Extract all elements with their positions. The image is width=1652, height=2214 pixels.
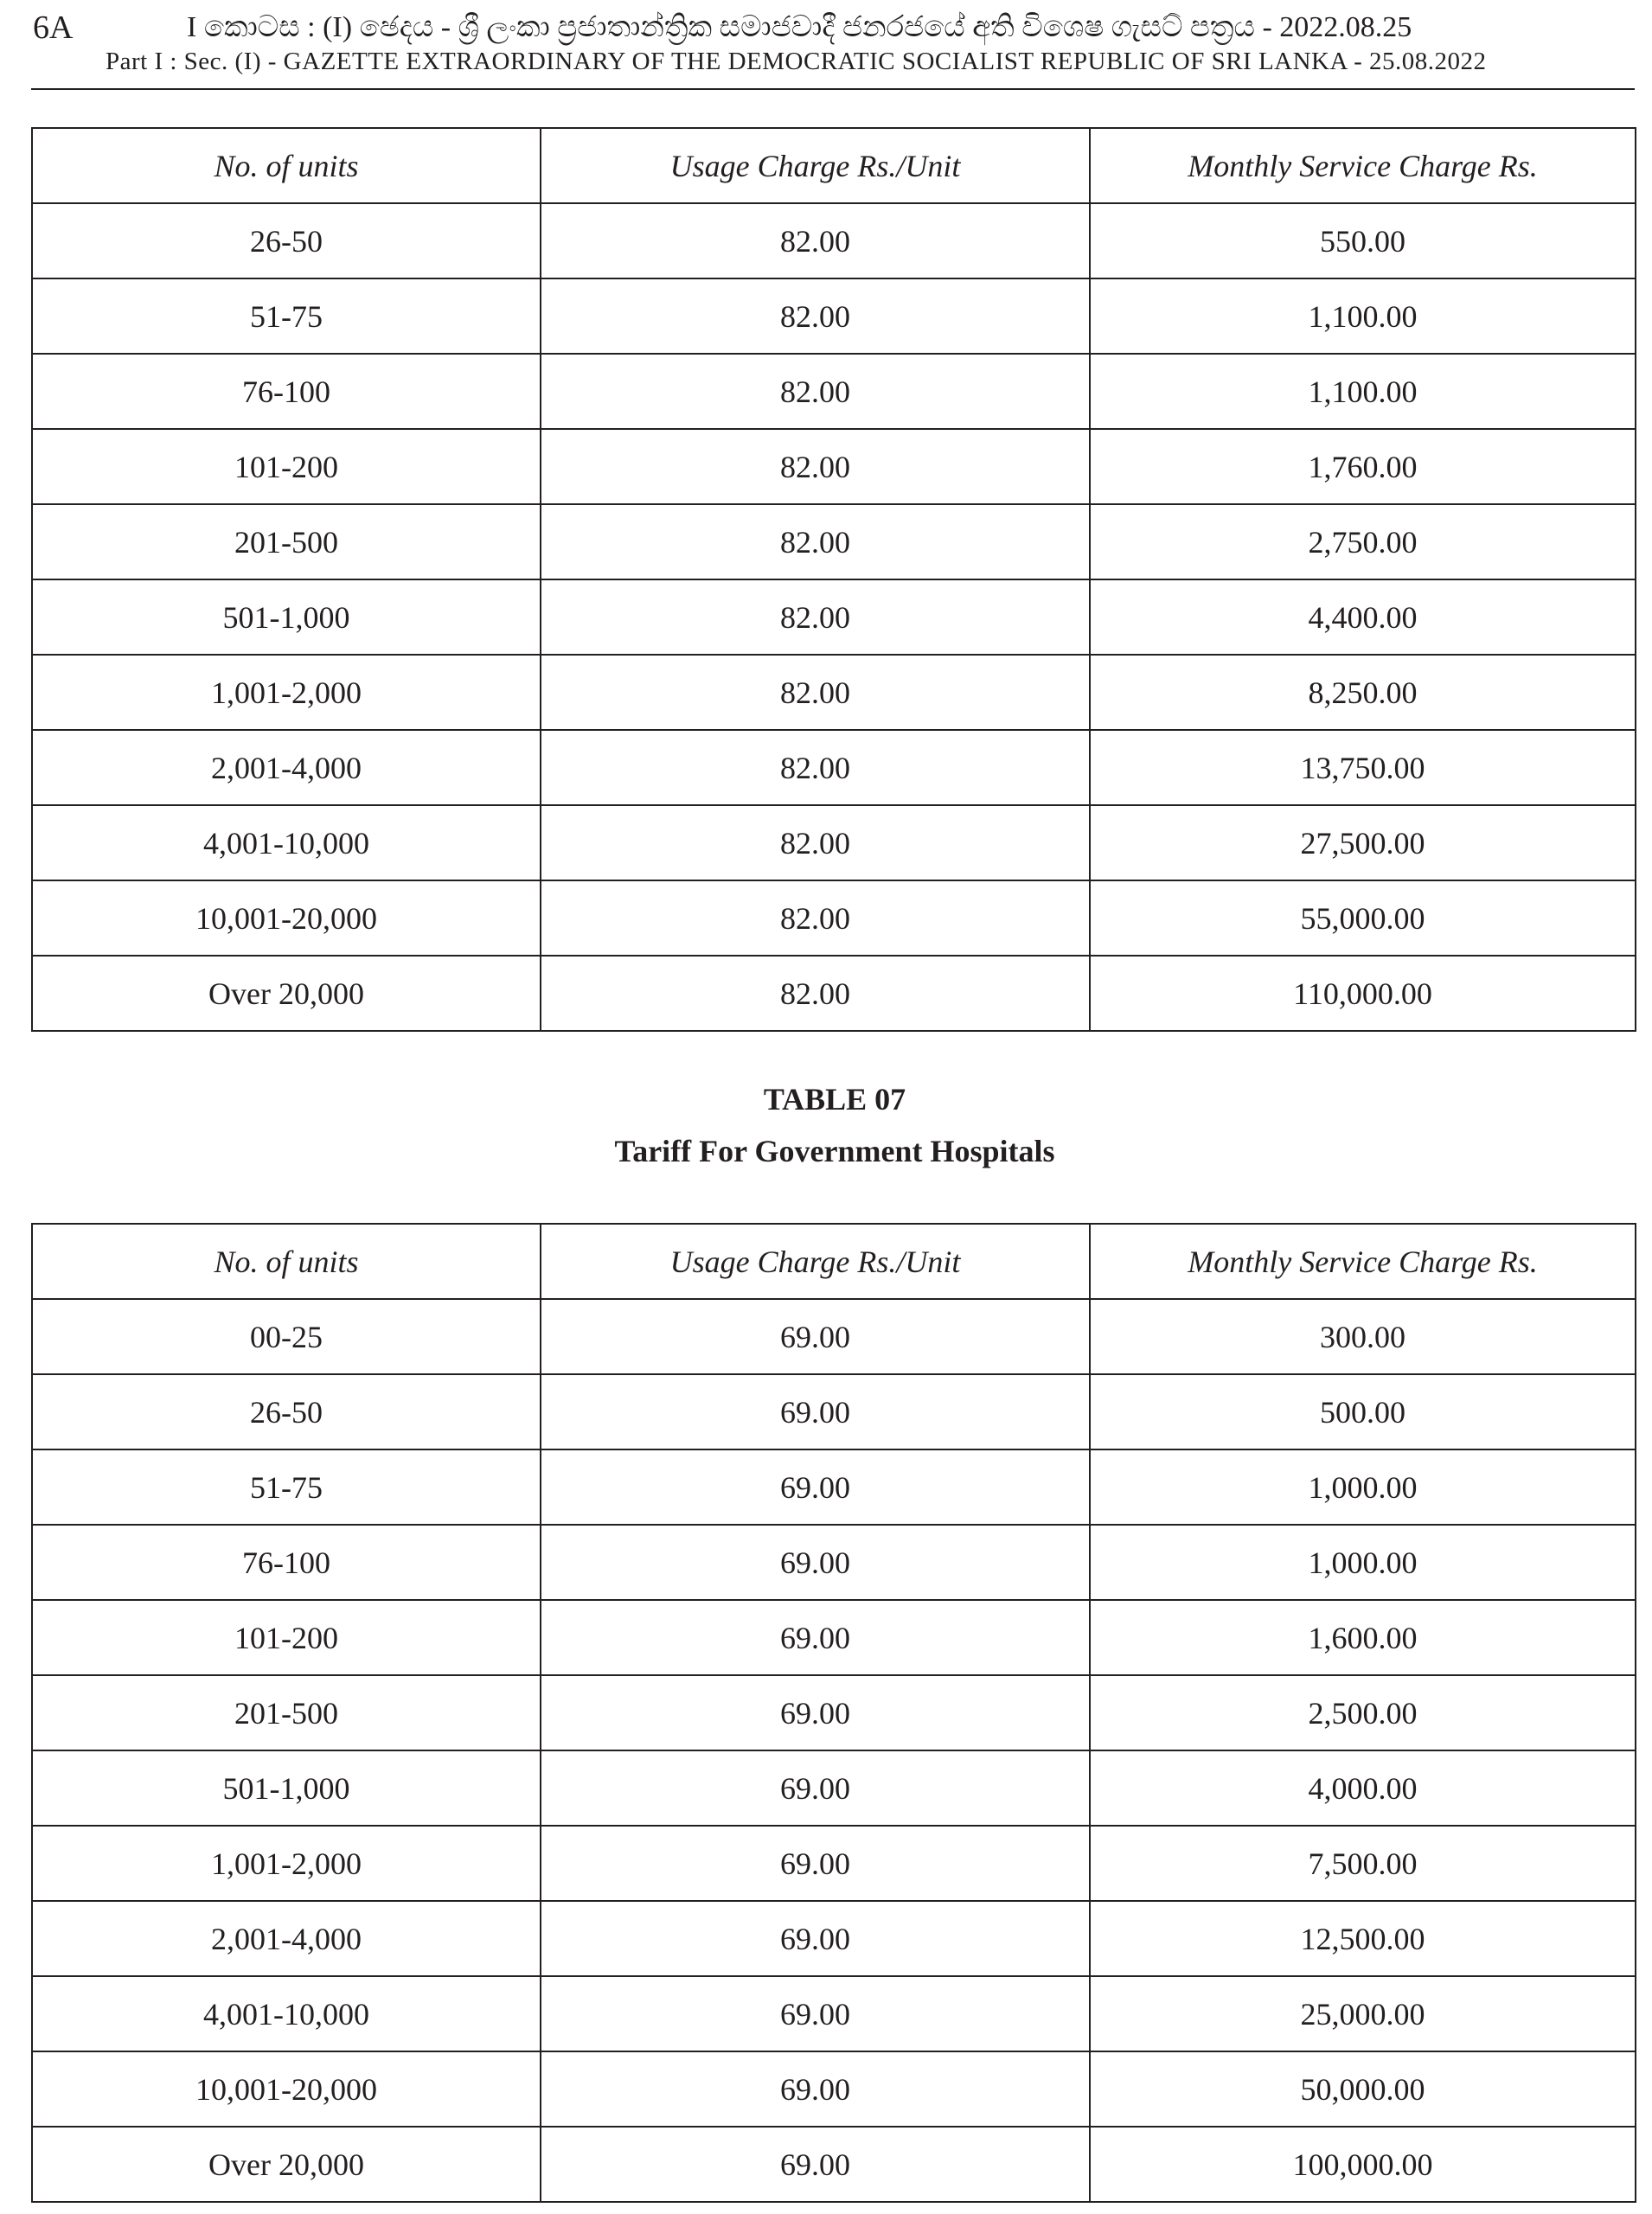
column-header-usage-charge: Usage Charge Rs./Unit	[541, 1224, 1090, 1299]
cell-units: 4,001-10,000	[32, 1976, 541, 2051]
cell-units: 26-50	[32, 1374, 541, 1449]
cell-service-charge: 1,000.00	[1090, 1525, 1636, 1600]
cell-usage-charge: 69.00	[541, 1901, 1090, 1976]
cell-usage-charge: 69.00	[541, 1976, 1090, 2051]
table-row	[32, 730, 1636, 805]
cell-units: 76-100	[32, 1525, 541, 1600]
table-header-row	[32, 1224, 1636, 1299]
table-row	[32, 655, 1636, 730]
table-row	[32, 2127, 1636, 2202]
table-row	[32, 1826, 1636, 1901]
cell-service-charge: 12,500.00	[1090, 1901, 1636, 1976]
cell-usage-charge: 82.00	[541, 880, 1090, 956]
cell-units: 2,001-4,000	[32, 1901, 541, 1976]
table-row	[32, 805, 1636, 880]
table-row	[32, 2051, 1636, 2127]
cell-usage-charge: 82.00	[541, 203, 1090, 278]
cell-units: 1,001-2,000	[32, 655, 541, 730]
table-row	[32, 1675, 1636, 1750]
table-row	[32, 880, 1636, 956]
cell-usage-charge: 69.00	[541, 1449, 1090, 1525]
cell-service-charge: 2,500.00	[1090, 1675, 1636, 1750]
cell-units: 10,001-20,000	[32, 880, 541, 956]
table-row	[32, 1750, 1636, 1826]
cell-usage-charge: 82.00	[541, 805, 1090, 880]
cell-units: 00-25	[32, 1299, 541, 1374]
cell-units: 201-500	[32, 1675, 541, 1750]
table-row	[32, 203, 1636, 278]
cell-service-charge: 13,750.00	[1090, 730, 1636, 805]
column-header-service-charge: Monthly Service Charge Rs.	[1090, 128, 1636, 203]
column-header-usage-charge: Usage Charge Rs./Unit	[541, 128, 1090, 203]
table-row	[32, 1976, 1636, 2051]
cell-units: 501-1,000	[32, 1750, 541, 1826]
cell-units: 51-75	[32, 1449, 541, 1525]
page-number: 6A	[33, 10, 74, 46]
cell-usage-charge: 69.00	[541, 1299, 1090, 1374]
table-number-label: TABLE 07	[763, 1082, 906, 1117]
cell-service-charge: 300.00	[1090, 1299, 1636, 1374]
table-row	[32, 278, 1636, 354]
cell-service-charge: 55,000.00	[1090, 880, 1636, 956]
cell-units: Over 20,000	[32, 956, 541, 1031]
cell-units: 201-500	[32, 504, 541, 579]
cell-usage-charge: 69.00	[541, 1826, 1090, 1901]
column-header-service-charge: Monthly Service Charge Rs.	[1090, 1224, 1636, 1299]
cell-service-charge: 25,000.00	[1090, 1976, 1636, 2051]
cell-units: 1,001-2,000	[32, 1826, 541, 1901]
column-header-units: No. of units	[32, 1224, 541, 1299]
cell-service-charge: 500.00	[1090, 1374, 1636, 1449]
cell-units: 2,001-4,000	[32, 730, 541, 805]
table-row	[32, 1901, 1636, 1976]
table-row	[32, 354, 1636, 429]
cell-usage-charge: 69.00	[541, 2127, 1090, 2202]
cell-usage-charge: 69.00	[541, 1374, 1090, 1449]
cell-service-charge: 550.00	[1090, 203, 1636, 278]
column-header-units: No. of units	[32, 128, 541, 203]
cell-service-charge: 8,250.00	[1090, 655, 1636, 730]
cell-service-charge: 1,000.00	[1090, 1449, 1636, 1525]
header-sinhala-line: I කොටස : (I) ඡෙදය - ශ්‍රී ලංකා ප්‍රජාතාන්ත්‍රික සමාජවාදී ජනරජයේ අති විශෙෂ ගැසට් පත්‍රය - 2022.08.25	[187, 11, 1412, 43]
table-row	[32, 1374, 1636, 1449]
table-row	[32, 1299, 1636, 1374]
cell-usage-charge: 69.00	[541, 1525, 1090, 1600]
cell-service-charge: 7,500.00	[1090, 1826, 1636, 1901]
cell-usage-charge: 82.00	[541, 579, 1090, 655]
cell-usage-charge: 82.00	[541, 429, 1090, 504]
cell-service-charge: 2,750.00	[1090, 504, 1636, 579]
cell-service-charge: 4,400.00	[1090, 579, 1636, 655]
table-title: Tariff For Government Hospitals	[614, 1134, 1055, 1168]
cell-units: 76-100	[32, 354, 541, 429]
table-header-row	[32, 128, 1636, 203]
cell-usage-charge: 82.00	[541, 655, 1090, 730]
cell-usage-charge: 69.00	[541, 2051, 1090, 2127]
header-rule	[31, 88, 1635, 90]
cell-usage-charge: 69.00	[541, 1750, 1090, 1826]
cell-service-charge: 100,000.00	[1090, 2127, 1636, 2202]
cell-units: 101-200	[32, 1600, 541, 1675]
cell-units: 51-75	[32, 278, 541, 354]
table-body	[32, 1299, 1636, 2202]
table-row	[32, 1600, 1636, 1675]
table-row	[32, 956, 1636, 1031]
header-english-line: Part I : Sec. (I) - GAZETTE EXTRAORDINARY OF THE DEMOCRATIC SOCIALIST REPUBLIC OF SRI LANKA - 25.08.2022	[106, 48, 1487, 75]
cell-service-charge: 1,600.00	[1090, 1600, 1636, 1675]
table-row	[32, 1449, 1636, 1525]
table-row	[32, 579, 1636, 655]
cell-service-charge: 50,000.00	[1090, 2051, 1636, 2127]
cell-units: 4,001-10,000	[32, 805, 541, 880]
cell-units: Over 20,000	[32, 2127, 541, 2202]
cell-units: 10,001-20,000	[32, 2051, 541, 2127]
cell-usage-charge: 82.00	[541, 956, 1090, 1031]
table-row	[32, 429, 1636, 504]
cell-usage-charge: 82.00	[541, 730, 1090, 805]
cell-usage-charge: 82.00	[541, 278, 1090, 354]
cell-service-charge: 4,000.00	[1090, 1750, 1636, 1826]
cell-units: 26-50	[32, 203, 541, 278]
cell-usage-charge: 69.00	[541, 1675, 1090, 1750]
cell-service-charge: 1,100.00	[1090, 278, 1636, 354]
table-row	[32, 504, 1636, 579]
cell-units: 501-1,000	[32, 579, 541, 655]
cell-units: 101-200	[32, 429, 541, 504]
cell-service-charge: 1,100.00	[1090, 354, 1636, 429]
table-row	[32, 1525, 1636, 1600]
tariff-table-continued	[31, 127, 1636, 1032]
cell-service-charge: 1,760.00	[1090, 429, 1636, 504]
cell-service-charge: 27,500.00	[1090, 805, 1636, 880]
table-body	[32, 203, 1636, 1031]
tariff-table-government-hospitals	[31, 1223, 1636, 2203]
cell-usage-charge: 69.00	[541, 1600, 1090, 1675]
cell-usage-charge: 82.00	[541, 504, 1090, 579]
cell-usage-charge: 82.00	[541, 354, 1090, 429]
cell-service-charge: 110,000.00	[1090, 956, 1636, 1031]
